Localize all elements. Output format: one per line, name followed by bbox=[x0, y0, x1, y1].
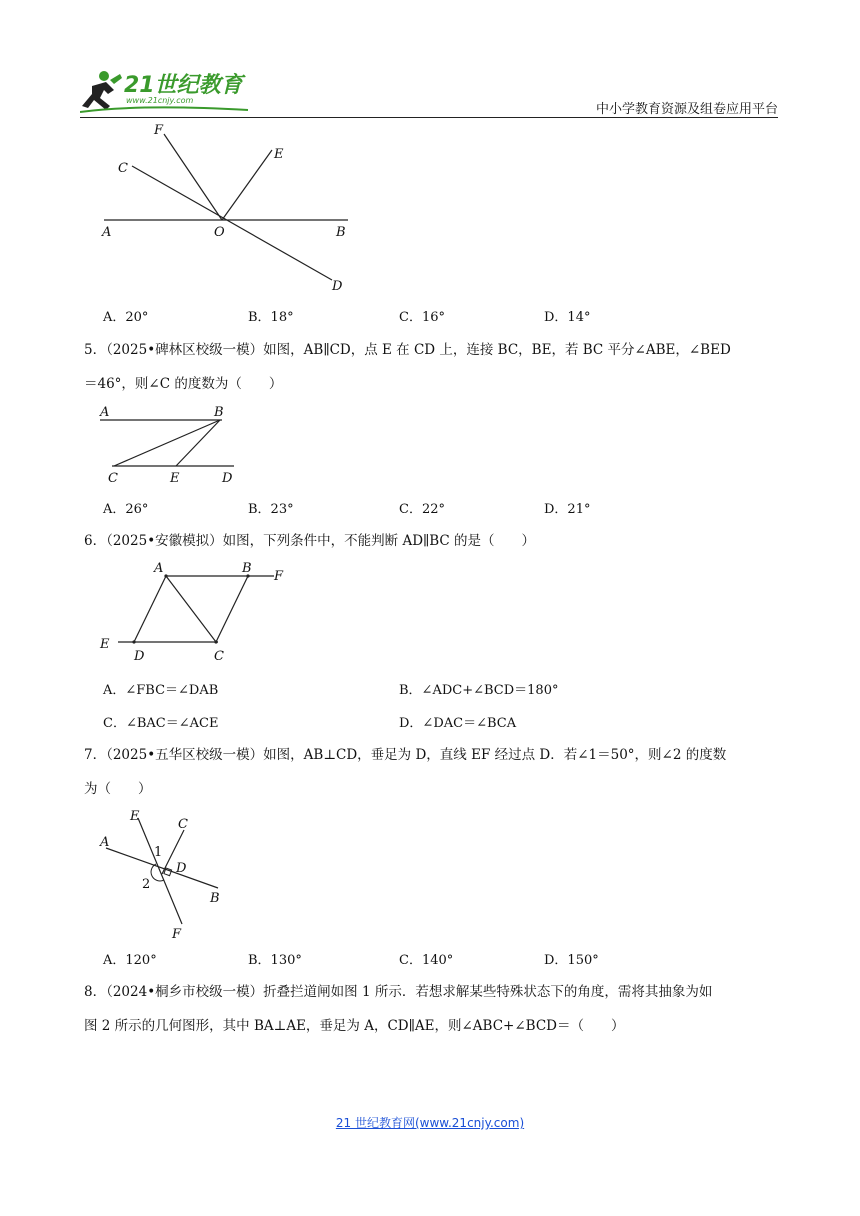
line-cd bbox=[132, 166, 332, 280]
q7-text-line1: 7．（2025•五华区校级一模）如图，AB⊥CD，垂足为 D，直线 EF 经过点 D．若∠1＝50°，则∠2 的度数 bbox=[84, 747, 727, 763]
segment-bc bbox=[114, 420, 220, 466]
label-a: A bbox=[100, 405, 110, 420]
label-angle-2: 2 bbox=[142, 877, 151, 892]
segment-be bbox=[176, 420, 220, 466]
page-header bbox=[80, 62, 778, 120]
question-7 bbox=[84, 738, 764, 806]
segment-bc bbox=[216, 576, 248, 642]
label-e: E bbox=[274, 147, 284, 162]
q5-option-b[interactable]: B．23° bbox=[248, 502, 294, 517]
label-c: C bbox=[118, 161, 128, 176]
q6-options bbox=[103, 679, 703, 739]
q6-text-line1: 6．（2025•安徽模拟）如图，下列条件中，不能判断 AD∥BC 的是（ ） bbox=[84, 533, 536, 549]
q5-text-line1: 5．（2025•碑林区校级一模）如图，AB∥CD，点 E 在 CD 上，连接 BC，BE，若 BC 平分∠ABE，∠BED bbox=[84, 342, 731, 358]
label-e: E bbox=[100, 637, 110, 652]
q6-option-c[interactable]: C．∠BAC＝∠ACE bbox=[103, 716, 219, 731]
right-angle-mark bbox=[164, 868, 172, 876]
point-d bbox=[132, 640, 135, 643]
question-8 bbox=[84, 975, 764, 1043]
figure-q4-angles bbox=[96, 120, 366, 300]
q6-option-b[interactable]: B．∠ADC+∠BCD＝180° bbox=[399, 683, 559, 698]
question-6 bbox=[84, 524, 764, 558]
q7-text-line2: 为（ ） bbox=[84, 781, 152, 797]
label-f: F bbox=[154, 123, 164, 138]
ray-of bbox=[164, 134, 222, 220]
q7-option-a[interactable]: A．120° bbox=[103, 953, 157, 968]
label-c: C bbox=[178, 817, 188, 832]
q7-option-c[interactable]: C．140° bbox=[399, 953, 454, 968]
label-d: D bbox=[332, 279, 343, 294]
q5-option-d[interactable]: D．21° bbox=[544, 502, 591, 517]
label-c: C bbox=[214, 649, 224, 664]
segment-ac bbox=[166, 576, 216, 642]
label-f: F bbox=[172, 927, 182, 942]
q8-text-line1: 8．（2024•桐乡市校级一模）折叠拦道闸如图 1 所示．若想求解某些特殊状态下的角度，需将其抽象为如 bbox=[84, 984, 713, 1000]
label-d: D bbox=[134, 649, 145, 664]
label-c: C bbox=[108, 471, 118, 486]
page-footer bbox=[0, 1114, 860, 1131]
label-b: B bbox=[336, 225, 346, 240]
footer-site-link[interactable]: 21 世纪教育网(www.21cnjy.com) bbox=[335, 1116, 525, 1130]
label-e: E bbox=[130, 809, 140, 824]
header-platform-title: 中小学教育资源及组卷应用平台 bbox=[595, 102, 778, 117]
figure-q6-parallelogram bbox=[96, 556, 296, 668]
label-a: A bbox=[154, 561, 164, 576]
label-e: E bbox=[170, 471, 180, 486]
q4-option-c[interactable]: C．16° bbox=[399, 310, 445, 325]
header-divider bbox=[80, 117, 778, 118]
label-angle-1: 1 bbox=[154, 845, 163, 860]
q8-text-line2: 图 2 所示的几何图形，其中 BA⊥AE，垂足为 A，CD∥AE，则∠ABC+∠BCD＝（ ） bbox=[84, 1018, 625, 1034]
label-f: F bbox=[274, 569, 284, 584]
label-b: B bbox=[210, 891, 220, 906]
q5-option-a[interactable]: A．26° bbox=[103, 502, 149, 517]
label-d: D bbox=[176, 861, 187, 876]
q4-option-b[interactable]: B．18° bbox=[248, 310, 294, 325]
q6-option-d[interactable]: D．∠DAC＝∠BCA bbox=[399, 716, 517, 731]
q7-option-b[interactable]: B．130° bbox=[248, 953, 302, 968]
logo-text: 21世纪教育 bbox=[124, 73, 243, 98]
label-a: A bbox=[102, 225, 112, 240]
question-5 bbox=[84, 333, 764, 401]
label-b: B bbox=[214, 405, 224, 420]
label-o: O bbox=[214, 225, 225, 240]
label-d: D bbox=[222, 471, 233, 486]
label-b: B bbox=[242, 561, 252, 576]
point-a bbox=[164, 574, 167, 577]
q4-option-d[interactable]: D．14° bbox=[544, 310, 591, 325]
figure-q5-parallel bbox=[96, 400, 246, 490]
q5-option-c[interactable]: C．22° bbox=[399, 502, 445, 517]
ray-oe bbox=[222, 150, 272, 220]
logo-subtext: www.21cnjy.com bbox=[126, 96, 194, 105]
q5-text-line2: ＝46°，则∠C 的度数为（ ） bbox=[84, 376, 283, 392]
q6-option-a[interactable]: A．∠FBC＝∠DAB bbox=[103, 683, 219, 698]
figure-q7-perpendicular bbox=[96, 804, 236, 942]
point-c bbox=[214, 640, 217, 643]
label-a: A bbox=[100, 835, 110, 850]
q7-option-d[interactable]: D．150° bbox=[544, 953, 599, 968]
segment-ad bbox=[134, 576, 166, 642]
q4-option-a[interactable]: A．20° bbox=[103, 310, 149, 325]
